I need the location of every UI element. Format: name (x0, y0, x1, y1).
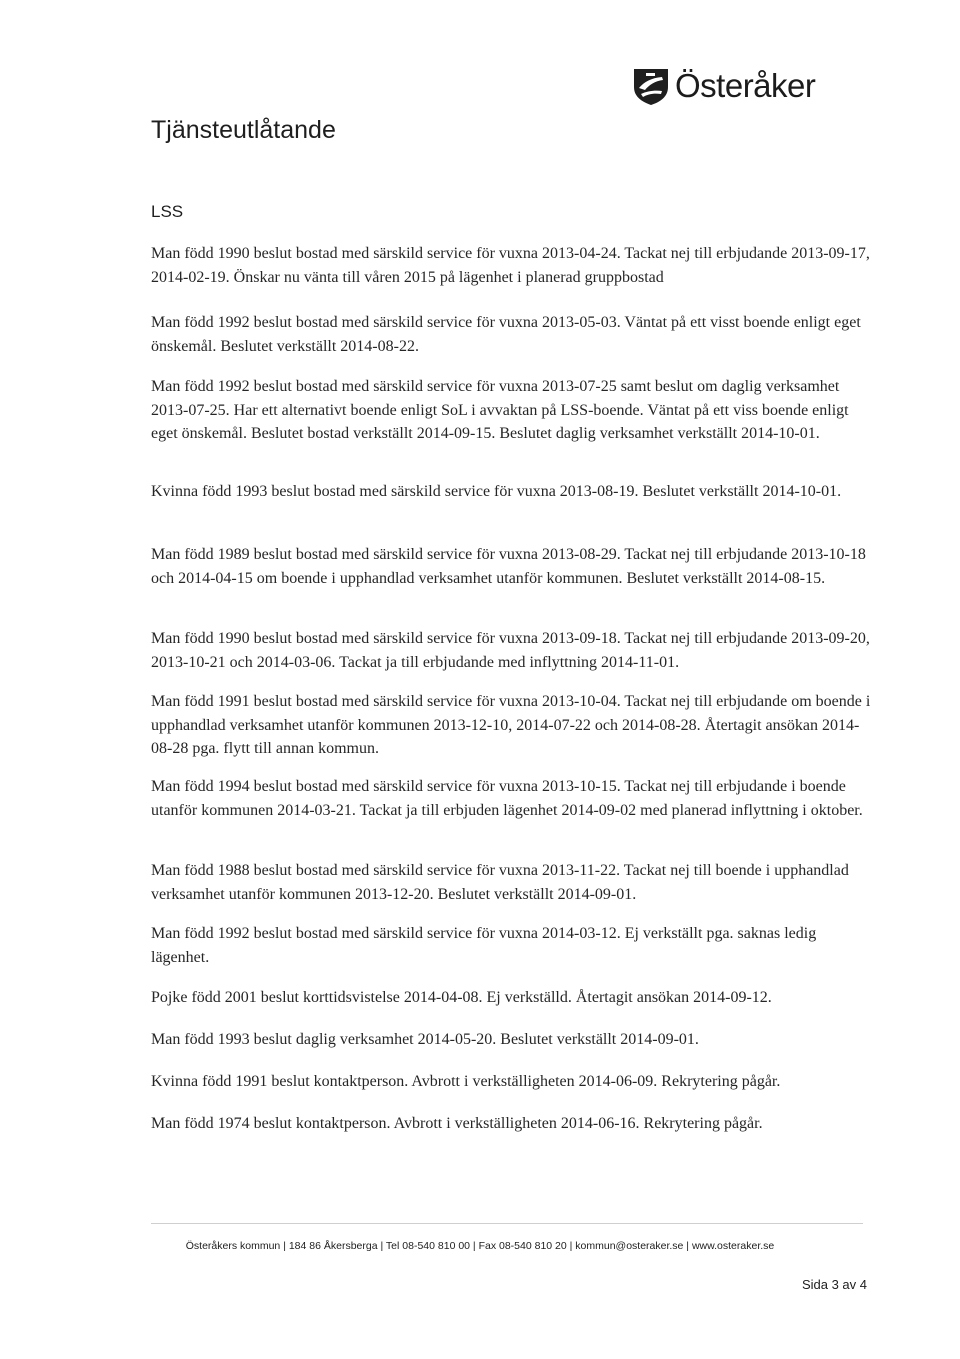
case-paragraph: Pojke född 2001 beslut korttidsvistelse 2014-04-08. Ej verkställd. Återtagit ansökan 2014-09-12. (151, 989, 772, 1006)
document-type-title: Tjänsteutlåtande (151, 116, 336, 144)
case-paragraph: Man född 1988 beslut bostad med särskild service för vuxna 2013-11-22. Tackat nej till boende i upphandlad verksamhet utanför kommunen 2013-12-20. Beslutet verkställt 2014-09-01. (151, 862, 849, 903)
case-paragraph: Man född 1990 beslut bostad med särskild service för vuxna 2013-09-18. Tackat nej till erbjudande 2013-09-20, 2013-10-21 och 2014-03-06. Tackat ja till erbjudande med inflyttning 2014-11-01. (151, 630, 870, 671)
case-paragraph: Man född 1993 beslut daglig verksamhet 2014-05-20. Beslutet verkställt 2014-09-01. (151, 1031, 699, 1048)
case-paragraph: Man född 1992 beslut bostad med särskild service för vuxna 2013-05-03. Väntat på ett visst boende enligt eget önskemål. Beslutet verkställt 2014-08-22. (151, 314, 861, 355)
case-paragraph: Man född 1989 beslut bostad med särskild service för vuxna 2013-08-29. Tackat nej till erbjudande 2013-10-18 och 2014-04-15 om boende i upphandlad verksamhet utanför kommunen. Beslutet verkställt 2014-08-15. (151, 546, 866, 587)
page-number: Sida 3 av 4 (801, 1277, 867, 1292)
case-paragraph: Man född 1991 beslut bostad med särskild service för vuxna 2013-10-04. Tackat nej till erbjudande om boende i upphandlad verksamhet utanför kommunen 2013-12-10, 2014-07-22 och 2014-08-28. Återtagit ansökan 2014-08-28 pga. flytt till annan kommun. (151, 693, 871, 757)
case-paragraph: Man född 1994 beslut bostad med särskild service för vuxna 2013-10-15. Tackat nej till erbjudande i boende utanför kommunen 2014-03-21. Tackat ja till erbjuden lägenhet 2014-09-02 med planerad inflyttning i oktober. (151, 778, 863, 819)
case-paragraph: Man född 1992 beslut bostad med särskild service för vuxna 2014-03-12. Ej verkställt pga. saknas ledig lägenhet. (151, 925, 817, 966)
section-heading: LSS (151, 202, 184, 221)
municipal-shield-icon (631, 66, 671, 106)
case-paragraph: Man född 1992 beslut bostad med särskild service för vuxna 2013-07-25 samt beslut om daglig verksamhet 2013-07-25. Har ett alternativt boende enligt SoL i avvaktan på LSS-boende. Väntat på ett viss boende enligt eget önskemål. Beslutet bostad verkställt 2014-09-15. Beslutet daglig verksamhet verkställt 2014-10-01. (151, 378, 849, 442)
case-paragraph: Man född 1990 beslut bostad med särskild service för vuxna 2013-04-24. Tackat nej till erbjudande 2013-09-17, 2014-02-19. Önskar nu vänta till våren 2015 på lägenhet i planerad gruppbostad (151, 245, 870, 286)
case-paragraph: Man född 1974 beslut kontaktperson. Avbrott i verkställigheten 2014-06-16. Rekrytering pågår. (151, 1115, 763, 1132)
footer-divider (151, 1223, 863, 1224)
osteraker-logo (631, 66, 815, 106)
logo-wordmark: Österåker (675, 67, 816, 104)
footer-contact-line: Österåkers kommun | 184 86 Åkersberga | Tel 08-540 810 00 | Fax 08-540 810 20 | kommun@osteraker.se | www.osteraker.se (185, 1240, 775, 1252)
case-paragraph: Kvinna född 1993 beslut bostad med särskild service för vuxna 2013-08-19. Beslutet verkställt 2014-10-01. (151, 483, 842, 500)
case-paragraph: Kvinna född 1991 beslut kontaktperson. Avbrott i verkställigheten 2014-06-09. Rekrytering pågår. (151, 1073, 781, 1090)
